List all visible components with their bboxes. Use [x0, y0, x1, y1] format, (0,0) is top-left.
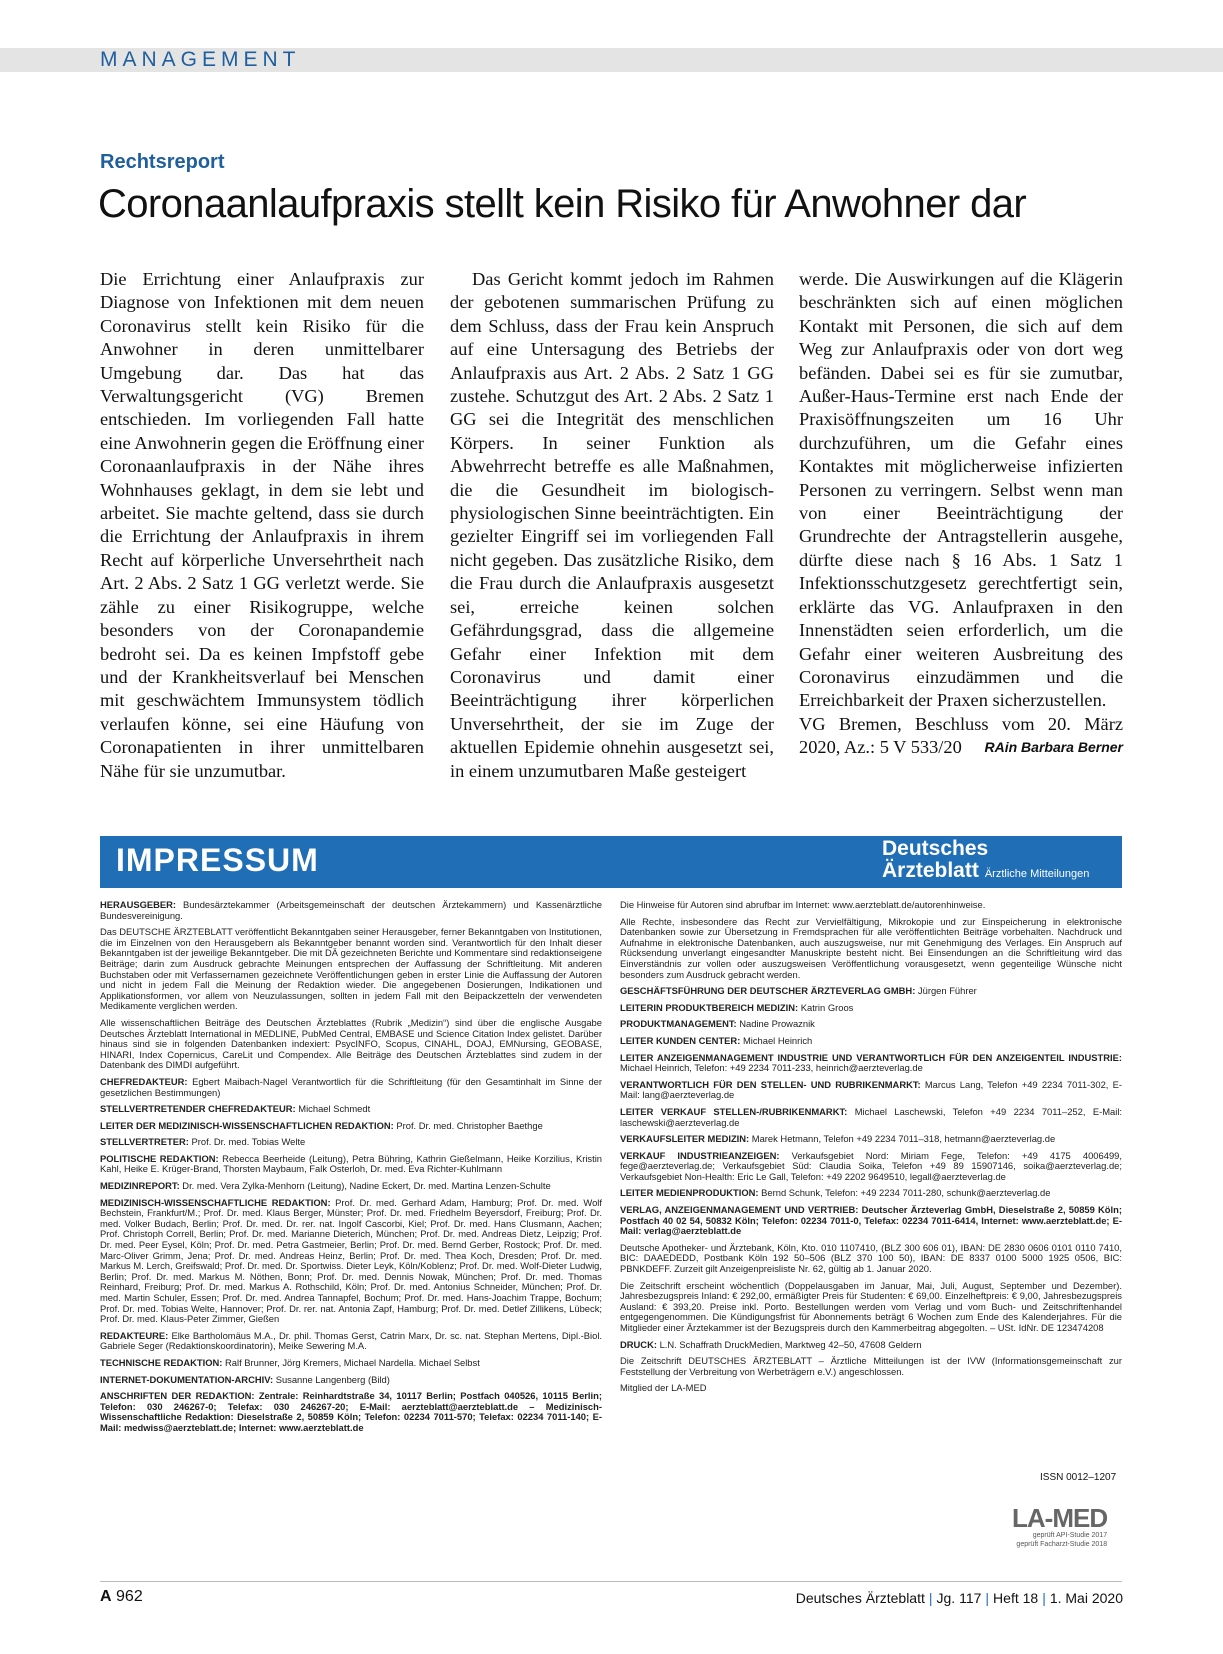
impressum-entry — [100, 1137, 602, 1148]
impressum-entry-label: TECHNISCHE REDAKTION: — [100, 1356, 223, 1368]
impressum-entry — [620, 1036, 1122, 1047]
page-number-value: 962 — [116, 1588, 143, 1605]
impressum-entry-text: Michael Laschewski, Telefon +49 2234 7011–252, E-Mail: laschewski@aerzteverlag.de — [620, 1105, 1123, 1128]
journal-logo — [882, 838, 1089, 885]
impressum-entry-label: DRUCK: — [620, 1338, 657, 1350]
impressum-entry-label: INTERNET-DOKUMENTATION-ARCHIV: — [100, 1373, 274, 1385]
impressum-entry — [620, 1107, 1122, 1128]
footer-rule — [100, 1581, 1122, 1582]
impressum-entry — [620, 1003, 1122, 1014]
logo-line-1: Deutsches — [882, 837, 989, 860]
impressum-entry-text: Marcus Lang, Telefon +49 2234 7011-302, E-Mail: lang@aerzteverlag.de — [620, 1078, 1122, 1101]
impressum-entry-text: Die Zeitschrift erscheint wöchentlich (Doppelausgaben im Januar, Mai, Juli, August, September und Dezember). Jahresbezugspreis Inland: € 292,00, ermäßigter Preis für Studenten: € 69,00. Einzelheftpreis: € 9,00, Jahresbezugspreis Ausland: € 393,20. Preise inkl. Porto. Bestellungen werden vom Verlag und vom Buch- und Zeitschriftenhandel entgegengenommen. Die Kündigungsfrist für Abonnements beträgt 6 Wochen zum Ende des Kalenderjahres. Für die Mitglieder einer Ärztekammer ist der Bezugspreis durch den Kammerbeitrag abgegolten. – USt. IdNr. DE 123474208 — [620, 1279, 1122, 1333]
impressum-entry — [100, 1358, 602, 1369]
impressum-entry — [100, 1181, 602, 1192]
impressum-entry-text: Bundesärztekammer (Arbeitsgemeinschaft der deutschen Ärztekammern) und Kassenärztliche Bundesvereinigung. — [100, 899, 602, 921]
impressum-entry — [100, 1154, 602, 1175]
impressum-entry-text: Elke Bartholomäus M.A., Dr. phil. Thomas Gerst, Catrin Marx, Dr. sc. nat. Stephan Mertens, Dipl.-Biol. Gabriele Seger (Redaktionskoordinatorin), Meike Sewering M.A. — [100, 1329, 603, 1352]
impressum-title: IMPRESSUM — [116, 842, 319, 878]
impressum-entry-text: Mitglied der LA-MED — [620, 1382, 707, 1394]
impressum-entry-label: VERKAUF INDUSTRIEANZEIGEN: — [620, 1149, 780, 1161]
impressum-entry-text: Prof. Dr. med. Christopher Baethge — [396, 1119, 543, 1131]
impressum-entry — [100, 900, 602, 921]
journal-date: 1. Mai 2020 — [1049, 1590, 1123, 1606]
impressum-entry-label: PRODUKTMANAGEMENT: — [620, 1018, 737, 1030]
impressum-entry-label: LEITERIN PRODUKTBEREICH MEDIZIN: — [620, 1001, 799, 1013]
impressum-entry-text: Michael Heinrich, Telefon: +49 2234 7011-233, heinrich@aerzteverlag.de — [620, 1062, 923, 1074]
impressum-entry-text: Alle Rechte, insbesondere das Recht zur Vervielfältigung, Mikrokopie und zur Einspeicherung in elektronische Datenbanken sowie zur Übersetzung in Fremdsprachen für alle veröffentlichten Beiträge vorbehalten. Nachdruck und Aufnahme in elektronische Datenbanken, auch auszugsweise, nur mit Genehmigung des Verlages. Ein Anspruch auf Rücksendung unverlangt eingesandter Manuskripte besteht nicht. Bei Einsendungen an die Schriftleitung wird das Einverständnis zur vollen oder auszugsweisen Veröffentlichung vorausgesetzt, wenn gegenteilige Wünsche nicht besonders zum Ausdruck gebracht werden. — [620, 915, 1122, 980]
lamed-badge — [1012, 1505, 1107, 1549]
impressum-entry-text: Ralf Brunner, Jörg Kremers, Michael Nardella. Michael Selbst — [225, 1356, 480, 1368]
lamed-logo: LA-MED — [1012, 1503, 1108, 1533]
impressum-entry-label: LEITER DER MEDIZINISCH-WISSENSCHAFTLICHEN REDAKTION: — [100, 1119, 394, 1131]
impressum-entry-label: GESCHÄFTSFÜHRUNG DER DEUTSCHER ÄRZTEVERLAG GMBH: — [620, 985, 916, 997]
impressum-entry-text: Rebecca Beerheide (Leitung), Petra Bühring, Kathrin Gießelmann, Heike Korzilius, Kristin Kahl, Heike E. Krüger-Brand, Thorsten Maybaum, Falk Osterloh, Dr. med. Eva Richter-Kuhlmann — [100, 1152, 602, 1175]
impressum-entry-text: Marek Hetmann, Telefon +49 2234 7011–318, hetmann@aerzteverlag.de — [751, 1133, 1056, 1145]
impressum-entry-text: Verkaufsgebiet Nord: Miriam Fege, Telefon: +49 4175 4006499, fege@aerzteverlag.de; Verkaufsgebiet Süd: Claudia Soika, Telefon +49 89 15907146, soika@aerzteverlag.de; Verkaufsgebiet Non-Health: Eric Le Gall, Telefon: +49 2202 9649510, legall@aerzteverlag.de — [620, 1149, 1122, 1182]
impressum-entry — [100, 1375, 602, 1386]
article-author: RAin Barbara Berner — [984, 739, 1123, 756]
impressum-left-column — [100, 900, 602, 1440]
article-paragraph: werde. Die Auswirkungen auf die Klägerin beschränkten sich auf einen möglichen Kontakt mit Personen, die sich auf dem Weg zur Anlaufpraxis oder von dort weg befänden. Dabei sei es für sie zumutbar, Außer-Haus-Termine erst nach Ende der Praxisöffnungszeiten um 16 Uhr durchzuführen, um die Gefahr eines Kontaktes mit möglicherweise infizierten Personen zu verringern. Selbst wenn man von einer Beeinträchtigung der Grundrechte der Antragstellerin ausgehe, dürfte diese nach § 16 Abs. 1 Satz 1 Infektionsschutzgesetz gerechtfertigt sein, erklärte das VG. Anlaufpraxen in den Innenstädten seien erforderlich, um die Gefahr einer weiteren Ausbreitung des Coronavirus einzudämmen und die Erreichbarkeit der Praxen sicherzustellen. — [799, 269, 1123, 711]
impressum-entry — [620, 900, 1122, 911]
impressum-entry-label: LEITER KUNDEN CENTER: — [620, 1034, 741, 1046]
impressum-entry — [620, 1019, 1122, 1030]
article-paragraph: Die Errichtung einer Anlaufpraxis zur Diagnose von Infektionen mit dem neuen Coronavirus stellt kein Risiko für die Anwohner in deren unmittelbarer Umgebung dar. Das hat das Verwaltungsgericht (VG) Bremen entschieden. Im vorliegenden Fall hatte eine Anwohnerin gegen die Eröffnung einer Coronaanlaufpraxis in der Nähe ihres Wohnhauses geklagt, in dem sie lebt und arbeitet. Sie machte geltend, dass sie durch die Errichtung der Anlaufpraxis in ihrem Recht auf körperliche Unversehrtheit nach Art. 2 Abs. 2 Satz 1 GG verletzt werde. Sie zähle zu einer Risikogruppe, welche besonders von der Coronapandemie bedroht sei. Da es keinen Impfstoff gebe und der Krankheitsverlauf bei Menschen mit geschwächtem Immunsystem tödlich verlaufen könne, sei eine Häufung von Coronapatienten in ihrer unmittelbaren Nähe für sie unzumutbar. — [100, 269, 424, 781]
journal-issue: Heft 18 — [993, 1590, 1039, 1606]
impressum-entry — [100, 1198, 602, 1325]
impressum-entry-text: L.N. Schaffrath DruckMedien, Marktweg 42–50, 47608 Geldern — [659, 1338, 922, 1350]
impressum-entry-label: LEITER MEDIENPRODUKTION: — [620, 1187, 759, 1199]
impressum-entry-text: Die Zeitschrift DEUTSCHES ÄRZTEBLATT – Ärztliche Mitteilungen ist der IVW (Informationsgemeinschaft zur Feststellung der Verbreitung von Werbeträgern e.V.) angeschlossen. — [620, 1355, 1122, 1377]
impressum-entry-text: Dr. med. Vera Zylka-Menhorn (Leitung), Nadine Eckert, Dr. med. Martina Lenzen-Schulte — [182, 1180, 551, 1192]
impressum-entry — [100, 1104, 602, 1115]
impressum-entry — [100, 1121, 602, 1132]
impressum-entry — [100, 1077, 602, 1098]
article-column-3 — [799, 268, 1123, 760]
section-label: MANAGEMENT — [100, 48, 301, 71]
impressum-entry-text: Susanne Langenberg (Bild) — [275, 1373, 390, 1385]
article-citation-wrap — [799, 713, 1123, 760]
impressum-entry-label: STELLVERTRETENDER CHEFREDAKTEUR: — [100, 1103, 296, 1115]
impressum-entry — [620, 1134, 1122, 1145]
impressum-entry-text: Bernd Schunk, Telefon: +49 2234 7011-280, schunk@aerzteverlag.de — [761, 1187, 1051, 1199]
impressum-entry-text: Prof. Dr. med. Tobias Welte — [191, 1136, 306, 1148]
impressum-entry-label: POLITISCHE REDAKTION: — [100, 1152, 219, 1164]
impressum-entry-label: STELLVERTRETER: — [100, 1136, 189, 1148]
impressum-entry-label: LEITER VERKAUF STELLEN-/RUBRIKENMARKT: — [620, 1105, 848, 1117]
journal-name: Deutsches Ärzteblatt — [795, 1590, 925, 1606]
impressum-entry-text: Egbert Maibach-Nagel Verantwortlich für die Schriftleitung (für den Gesamtinhalt im Sinne der gesetzlichen Bestimmungen) — [100, 1075, 602, 1098]
article-paragraph: Das Gericht kommt jedoch im Rahmen der gebotenen summarischen Prüfung zu dem Schluss, dass der Frau kein Anspruch auf eine Untersagung des Betriebs der Anlaufpraxis aus Art. 2 Abs. 2 Satz 1 GG zustehe. Schutzgut des Art. 2 Abs. 2 Satz 1 GG sei die Integrität des menschlichen Körpers. In seiner Funktion als Abwehrrecht betreffe es alle Maßnahmen, die die Gesundheit im biologisch-physiologischen Sinne beeinträchtigten. Ein gezielter Eingriff sei im vorliegenden Fall nicht gegeben. Das zusätzliche Risiko, dem die Frau durch die Anlaufpraxis ausgesetzt sei, erreiche keinen solchen Gefährdungsgrad, dass die allgemeine Gefahr einer Infektion mit dem Coronavirus und damit einer Beeinträchtigung ihrer körperlichen Unversehrtheit, der sie im Zuge der aktuellen Epidemie ohnehin ausgesetzt sei, in einem unzumutbaren Maße gesteigert — [450, 269, 774, 781]
article-citation: VG Bremen, Beschluss vom 20. März 2020, Az.: 5 V 533/20 — [799, 713, 1123, 758]
impressum-entry — [620, 1053, 1122, 1074]
impressum-entry-text: Die Hinweise für Autoren sind abrufbar im Internet: www.aerzteblatt.de/autorenhinweise. — [620, 899, 986, 910]
impressum-entry — [620, 1080, 1122, 1101]
impressum-entry-text: Alle wissenschaftlichen Beiträge des Deutschen Ärzteblattes (Rubrik „Medizin“) sind über die englische Ausgabe Deutsches Ärzteblatt International in MEDLINE, PubMed Central, EMBASE und Science Citation Index gelistet. Darüber hinaus sind sie in folgenden Datenbanken indexiert: PsycINFO, Scopus, CINAHL, DOAJ, EMNursing, GEOBASE, HINARI, Index Copernicus, CareLit und Compendex. Alle Beiträge des Deutschen Ärzteblattes sind zudem in der Datenbank des DIMDI aufgeführt. — [100, 1016, 602, 1071]
impressum-entry-text: Deutsche Apotheker- und Ärztebank, Köln, Kto. 010 1107410, (BLZ 300 606 01), IBAN: DE 2830 0606 0101 0110 7410, BIC: DAAEDEDD, Postbank Köln 192 50–506 (BLZ 370 100 50), IBAN: DE 8337 0100 5000 1925 0506, BIC: PBNKDEFF. Zurzeit gilt Anzeigenpreisliste Nr. 62, gültig ab 1. Januar 2020. — [620, 1241, 1122, 1275]
impressum-right-column — [620, 900, 1122, 1400]
article-title: Coronaanlaufpraxis stellt kein Risiko für Anwohner dar — [98, 182, 1027, 226]
impressum-entry — [100, 1391, 602, 1433]
impressum-entry — [620, 1151, 1122, 1183]
impressum-entry-text: Jürgen Führer — [917, 985, 977, 997]
impressum-entry-label: VERLAG, ANZEIGENMANAGEMENT UND VERTRIEB: Deutscher Ärzteverlag GmbH, Dieselstraße 2, 50859 Köln; Postfach 40 02 54, 50832 Köln; Telefon: 02234 7011-0, Telefax: 02234 7011-6414, Internet: www.aerzteblatt.de; E-Mail: verlag@aerzteblatt.de — [620, 1204, 1122, 1237]
page-number — [100, 1588, 143, 1606]
impressum-entry — [620, 1188, 1122, 1199]
lamed-sub-1: geprüft API-Studie 2017 — [1032, 1532, 1108, 1539]
impressum-entry-text: Katrin Groos — [800, 1001, 854, 1013]
impressum-entry — [620, 1356, 1122, 1377]
impressum-entry-label: MEDIZINISCH-WISSENSCHAFTLICHE REDAKTION: — [100, 1196, 331, 1208]
impressum-entry — [620, 1205, 1122, 1237]
impressum-entry-text: Prof. Dr. med. Gerhard Adam, Hamburg; Prof. Dr. med. Wolf Bechstein, Frankfurt/M.; Prof. Dr. med. Klaus Berger, Münster; Prof. Dr. med. Friedhelm Beyersdorf, Freiburg; Prof. Dr. med. Volker Budach, Berlin; Prof. Dr. med. Dr. rer. nat. Ingolf Cascorbi, Kiel; Prof. Dr. med. Hans Clusmann, Aachen; Prof. Christoph Correll, Berlin; Prof. Dr. med. Marianne Dieterich, München; Prof. Dr. med. Andreas Dietz, Leipzig; Prof. Dr. med. Peer Eysel, Köln; Prof. Dr. med. Petra Gastmeier, Berlin; Prof. Dr. med. Bernd Gerber, Rostock; Prof. Dr. med. Marc-Oliver Grimm, Jena; Prof. Dr. med. Andreas Heinz, Berlin; Prof. Dr. med. Thea Koch, Dresden; Prof. Dr. med. Markus M. Lerch, Greifswald; Prof. Dr. med. Dr. Sportwiss. Dieter Leyk, Köln/Koblenz; Prof. Dr. med. Wolf-Dieter Ludwig, Berlin; Prof. Dr. med. Markus M. Nöthen, Bonn; Prof. Dr. med. Dennis Nowak, München; Prof. Dr. med. Thomas Reinhard, Freiburg; Prof. Dr. med. Markus A. Rothschild, Köln; Prof. Dr. med. Antonius Schneider, München; Prof. Dr. med. Martin Schuler, Essen; Prof. Dr. med. Andrea Tannapfel, Bochum; Prof. Dr. med. Hans-Joachim Trappe, Bochum; Prof. Dr. med. Tobias Welte, Hannover; Prof. Dr. rer. nat. Antonia Zapf, Hamburg; Prof. Dr. med. Detlef Zillikens, Lübeck; Prof. Dr. med. Klaus-Peter Zimmer, Gießen — [100, 1196, 602, 1325]
impressum-entry-text: Michael Schmedt — [298, 1103, 371, 1115]
impressum-entry — [100, 1331, 602, 1352]
journal-footer: Deutsches Ärzteblatt | Jg. 117 | Heft 18 | 1. Mai 2020 — [795, 1590, 1123, 1606]
impressum-entry-label: LEITER ANZEIGENMANAGEMENT INDUSTRIE UND VERANTWORTLICH FÜR DEN ANZEIGENTEIL INDUSTRIE: — [620, 1051, 1122, 1063]
issn: ISSN 0012–1207 — [1040, 1472, 1117, 1483]
impressum-entry-label: MEDIZINREPORT: — [100, 1180, 180, 1192]
page-prefix: A — [100, 1588, 112, 1605]
impressum-entry-label: REDAKTEURE: — [100, 1329, 169, 1341]
impressum-entry-label: ANSCHRIFTEN DER REDAKTION: Zentrale: Reinhardtstraße 34, 10117 Berlin; Postfach 040526, 10115 Berlin; Telefon: 030 246267-0; Telefax: 030 246267-20; E-Mail: aerzteblatt@aerzteblatt.de – Medizinisch-Wissenschaftliche Redaktion: Dieselstraße 2, 50859 Köln; Telefon: 02234 7011-570; Telefax: 02234 7011-140; E-Mail: medwiss@aerzteblatt.de; Internet: www.aerzteblatt.de — [100, 1390, 602, 1433]
article-column-1 — [100, 268, 424, 783]
impressum-entry-text: Nadine Prowaznik — [739, 1018, 815, 1030]
impressum-entry — [620, 1383, 1122, 1394]
article-kicker: Rechtsreport — [100, 151, 225, 173]
article-column-2 — [450, 268, 774, 783]
impressum-entry-text: Michael Heinrich — [742, 1034, 813, 1046]
impressum-entry — [620, 1243, 1122, 1275]
impressum-entry — [100, 1018, 602, 1071]
impressum-entry-label: HERAUSGEBER: — [100, 899, 177, 910]
logo-line-2: Ärzteblatt — [882, 859, 979, 882]
journal-volume: Jg. 117 — [936, 1590, 982, 1606]
impressum-entry — [620, 917, 1122, 981]
impressum-entry-label: VERANTWORTLICH FÜR DEN STELLEN- UND RUBRIKENMARKT: — [620, 1078, 921, 1090]
impressum-entry-text: Das DEUTSCHE ÄRZTEBLATT veröffentlicht Bekanntgaben seiner Herausgeber, ferner Bekanntgaben von Institutionen, die im Einzelnen von den Herausgebern als Bekanntgeber benannt worden sind. Verantwortlich für den Inhalt dieser Bekanntgaben ist der jeweilige Bekanntgeber. Die mit DÄ gezeichneten Berichte und Kommentare sind redaktionseigene Beiträge; darin zum Ausdruck gebrachte Meinungen entsprechen der Auffassung der Schriftleitung. Mit anderen Buchstaben oder mit Verfassernamen gezeichnete Veröffentlichungen geben in erster Linie die Auffassung der Autoren und nicht in jedem Fall die Meinung der Redaktion wieder. Die angegebenen Dosierungen, Indikationen und Applikationsformen, vor allem von Neuzulassungen, sollten in jedem Fall mit den Beipackzetteln der verwendeten Medikamente verglichen werden. — [100, 926, 602, 1012]
impressum-entry — [620, 986, 1122, 997]
impressum-entry-label: CHEFREDAKTEUR: — [100, 1075, 188, 1087]
impressum-entry — [620, 1281, 1122, 1334]
impressum-entry — [100, 927, 602, 1012]
impressum-entry-label: VERKAUFSLEITER MEDIZIN: — [620, 1133, 750, 1145]
logo-subtitle: Ärztliche Mitteilungen — [984, 868, 1090, 880]
impressum-entry — [620, 1340, 1122, 1351]
lamed-sub-2: geprüft Facharzt-Studie 2018 — [1016, 1541, 1108, 1548]
